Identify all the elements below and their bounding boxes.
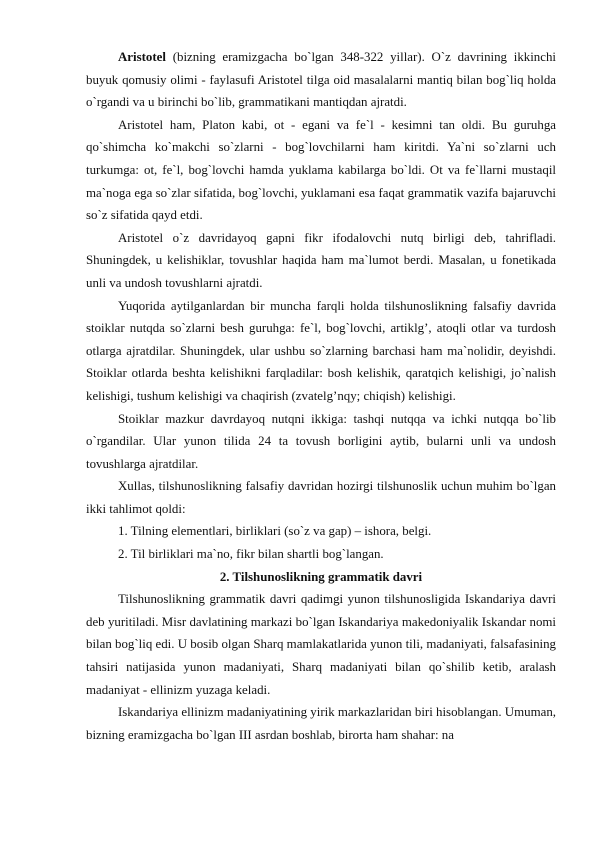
bold-term-aristotel: Aristotel — [118, 50, 166, 64]
paragraph-alexandria: Iskandariya ellinizm madaniyatining yirik markazlaridan biri hisoblangan. Umuman, bizning eramizgacha bo`lgan III asrdan boshlab, birorta ham shahar: na — [86, 705, 556, 742]
paragraph-grammatical-period: Tilshunoslikning grammatik davri qadimgi yunon tilshunosligida Iskandariya davri deb yuritiladi. Misr davlatining markazi bo`lgan Iskandariya makedoniyalik Iskandar nomi bilan bog`liq edi. U bosib olgan Sharq mamlakatlarida yunon tili, madaniyati, falsafasining tahsiri natijasida yunon madaniyati, Sharq madaniyati bilan qo`shilib ketib, aralash madaniyat - ellinizm yuzaga keladi. — [86, 592, 556, 697]
document-page — [86, 46, 556, 746]
paragraph-text: (bizning eramizgacha bo`lgan 348-322 yillar). O`z davrining ikkinchi buyuk qomusiy olimi - faylasufi Aristotel tilga oid masalalarni mantiq bilan bog`liq holda o`rgandi va u birinchi bo`lib, grammatikani mantiqdan ajratdi. — [86, 50, 556, 110]
paragraph-aristotle-parts-of-speech: Aristotel ham, Platon kabi, ot - egani va fe`l - kesimni tan oldi. Bu guruhga qo`shimcha ko`makchi so`zlarni - bog`lovchilarni ham kiritdi. Ya`ni so`zlarni uch turkumga: ot, fe`l, bog`lovchi hamda yuklama kabilarga bo`ldi. Ot va fe`llarni mustaqil ma`noga ega so`zlar sifatida, bog`lovchi, yuklamani esa faqat grammatik vazifa bajaruvchi so`z sifatida qayd etdi. — [86, 117, 556, 223]
list-item: 2. Til birliklari ma`no, fikr bilan shartli bog`langan. — [118, 547, 384, 562]
paragraph-stoics-speech: Stoiklar mazkur davrdayoq nutqni ikkiga: tashqi nutqqa va ichki nutqqa bo`lib o`rgandilar. Ular yunon tilida 24 ta tovush borligini aytib, bularni unli va undosh tovushlarga ajratdilar. — [86, 411, 556, 471]
list-item: 1. Tilning elementlari, birliklari (so`z va gap) – ishora, belgi. — [118, 524, 432, 539]
paragraph-aristotle-intro — [86, 46, 556, 114]
paragraph-aristotle-sentence: Aristotel o`z davridayoq gapni fikr ifodalovchi nutq birligi deb, tahrifladi. Shuningdek, u kelishiklar, tovushlar haqida ham ma`lumot berdi. Masalan, u fonetikada unli va undosh tovushlarni ajratdi. — [86, 230, 556, 290]
paragraph-summary: Xullas, tilshunoslikning falsafiy davridan hozirgi tilshunoslik uchun muhim bo`lgan ikki tahlimot qoldi: — [86, 479, 556, 516]
section-heading: 2. Tilshunoslikning grammatik davri — [219, 569, 423, 584]
paragraph-stoics-word-groups: Yuqorida aytilganlardan bir muncha farqli holda tilshunoslikning falsafiy davrida stoiklar nutqda so`zlarni besh guruhga: fe`l, bog`lovchi, artiklg’, atoqli otlar va turdosh otlarga ajratdilar. Shuningdek, ular ushbu so`zlarning barchasi ham ma`nolidir, deyishdi. Stoiklar otlarda beshta kelishikni farqladilar: bosh kelishik, qaratqich kelishigi, jo`nalish kelishigi, tushum kelishigi va chaqirish (zvatelg’nqy; chiqish) kelishigi. — [86, 298, 556, 403]
